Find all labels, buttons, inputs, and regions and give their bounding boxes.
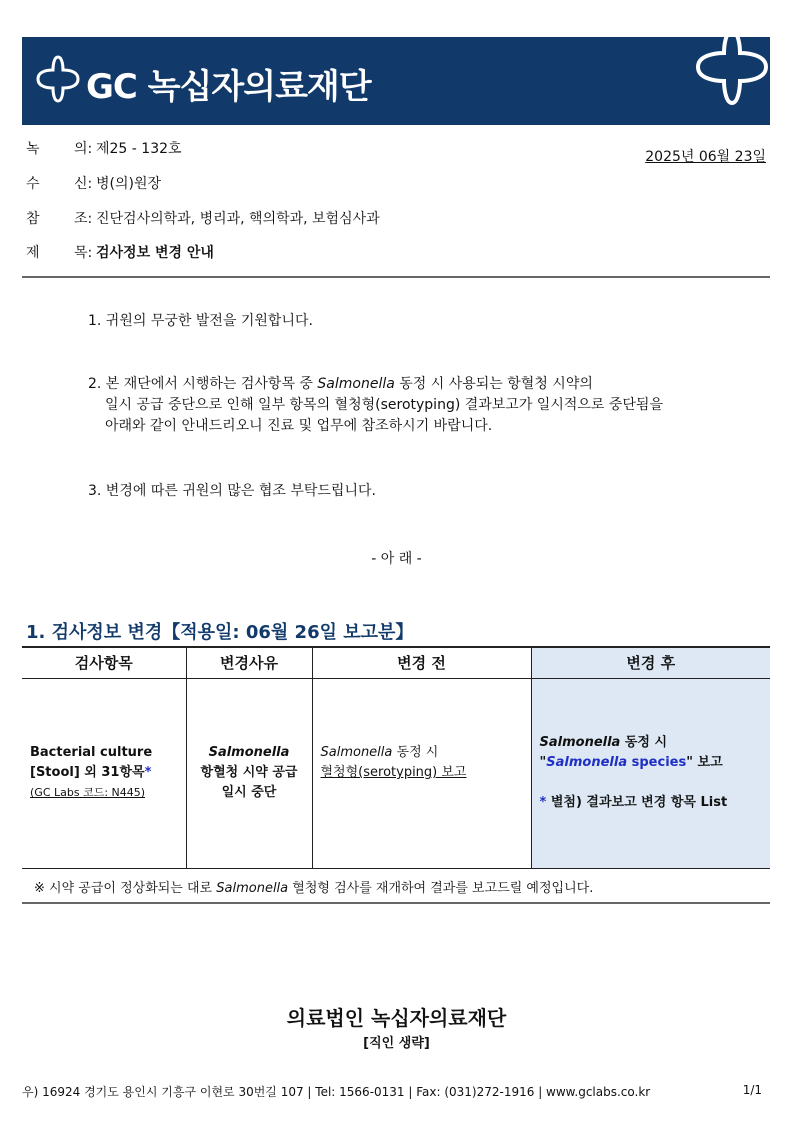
- text-segment: 동정 시: [392, 745, 439, 760]
- italic-species: Salmonella: [320, 745, 393, 760]
- after-note: [540, 793, 771, 813]
- cell-item: [22, 678, 186, 868]
- meta-value: 병(의)원장: [96, 176, 162, 192]
- divider: [22, 276, 770, 278]
- text-segment: 별첨) 결과보고 변경 항목 List: [546, 795, 728, 810]
- italic-species: Salmonella: [216, 881, 289, 896]
- meta-key: 참: [26, 211, 40, 227]
- meta-key: 수: [26, 176, 40, 192]
- table-row: [22, 678, 770, 868]
- reason-line-3: 일시 중단: [221, 785, 277, 800]
- text-segment: ": [539, 755, 547, 770]
- meta-key-suffix: 신:: [74, 176, 93, 192]
- header-item: 검사항목: [22, 647, 186, 678]
- item-code: (GC Labs 코드: N445): [30, 786, 146, 799]
- text-segment: [Stool] 외 31항목: [30, 765, 145, 780]
- text-segment: " 보고: [686, 755, 723, 770]
- seal-omitted-note: [직인 생략]: [363, 1036, 430, 1051]
- meta-key: 제: [26, 245, 40, 261]
- section-title: 1. 검사정보 변경【적용일: 06월 26일 보고분】: [26, 622, 414, 643]
- item-line-1: Bacterial culture: [30, 745, 153, 760]
- paragraph-2-line-3: 아래와 같이 안내드리오니 진료 및 업무에 참조하시기 바랍니다.: [105, 418, 493, 434]
- cell-after: [531, 678, 770, 868]
- meta-key-suffix: 의:: [74, 141, 93, 157]
- item-line-2: [30, 763, 186, 783]
- meta-value: 진단검사의학과, 병리과, 핵의학과, 보험심사과: [96, 211, 380, 227]
- before-line-1: [321, 743, 531, 763]
- header-before: 변경 전: [312, 647, 531, 678]
- paragraph-2-line-2: 일시 공급 중단으로 인해 일부 항목의 혈청형(serotyping) 결과보고가 일시적으로 중단됨을: [105, 397, 663, 413]
- text-segment: ※ 시약 공급이 정상화되는 대로: [34, 881, 217, 896]
- paragraph-3: 3. 변경에 따른 귀원의 많은 협조 부탁드립니다.: [88, 483, 376, 499]
- after-line-2: [540, 753, 771, 773]
- meta-key-suffix: 조:: [74, 211, 93, 227]
- footnote: [22, 869, 770, 904]
- text-segment: 2. 본 재단에서 시행하는 검사항목 중: [88, 376, 318, 392]
- paragraph-1: 1. 귀원의 무궁한 발전을 기원합니다.: [88, 313, 313, 329]
- italic-species: Salmonella: [208, 745, 290, 760]
- asterisk: *: [539, 795, 547, 810]
- organization-name: 의료법인 녹십자의료재단: [286, 1006, 507, 1030]
- meta-value-subject: 검사정보 변경 안내: [96, 245, 214, 261]
- cell-before: [312, 678, 531, 868]
- asterisk: *: [144, 765, 152, 780]
- footer-contact: 우) 16924 경기도 용인시 기흥구 이현로 30번길 107 | Tel: 1566-0131 | Fax: (031)272-1916 | www.gclabs.co.kr: [22, 1085, 651, 1099]
- meta-value: 제25 - 132호: [96, 141, 182, 157]
- logo-text: GC 녹십자의료재단: [86, 67, 371, 107]
- italic-species: Salmonella: [317, 376, 395, 392]
- before-line-2: 혈청형(serotyping) 보고: [320, 765, 467, 780]
- italic-species: Salmonella: [546, 755, 628, 770]
- spacer: [321, 783, 531, 803]
- text-segment: 동정 시: [620, 735, 668, 750]
- document-date: 2025년 06월 23일: [645, 149, 766, 165]
- change-table: [22, 646, 770, 869]
- reason-line-1: [187, 743, 312, 763]
- table-header-row: [22, 647, 770, 678]
- meta-key: 녹: [26, 141, 40, 157]
- reason-line-2: 항혈청 시약 공급: [200, 765, 298, 780]
- header-banner: [22, 37, 770, 125]
- paragraph-2-line-1: [88, 376, 593, 392]
- footer: [22, 1083, 770, 1100]
- text-segment: species: [627, 755, 687, 770]
- page-number: 1/1: [742, 1083, 762, 1097]
- text-segment: 혈청형 검사를 재개하여 결과를 보고드릴 예정입니다.: [288, 881, 594, 896]
- text-segment: 동정 시 사용되는 항혈청 시약의: [394, 376, 593, 392]
- gc-cross-logo-icon: [32, 53, 84, 105]
- cell-reason: [186, 678, 312, 868]
- meta-key-suffix: 목:: [74, 245, 93, 261]
- spacer: [540, 773, 771, 793]
- after-line-1: [540, 733, 771, 753]
- notice-heading: - 아 래 -: [371, 551, 422, 567]
- paragraph-2: [88, 374, 663, 437]
- decorative-cross-icon: [670, 37, 770, 125]
- header-after: 변경 후: [531, 647, 770, 678]
- header-reason: 변경사유: [186, 647, 312, 678]
- italic-species: Salmonella: [539, 735, 621, 750]
